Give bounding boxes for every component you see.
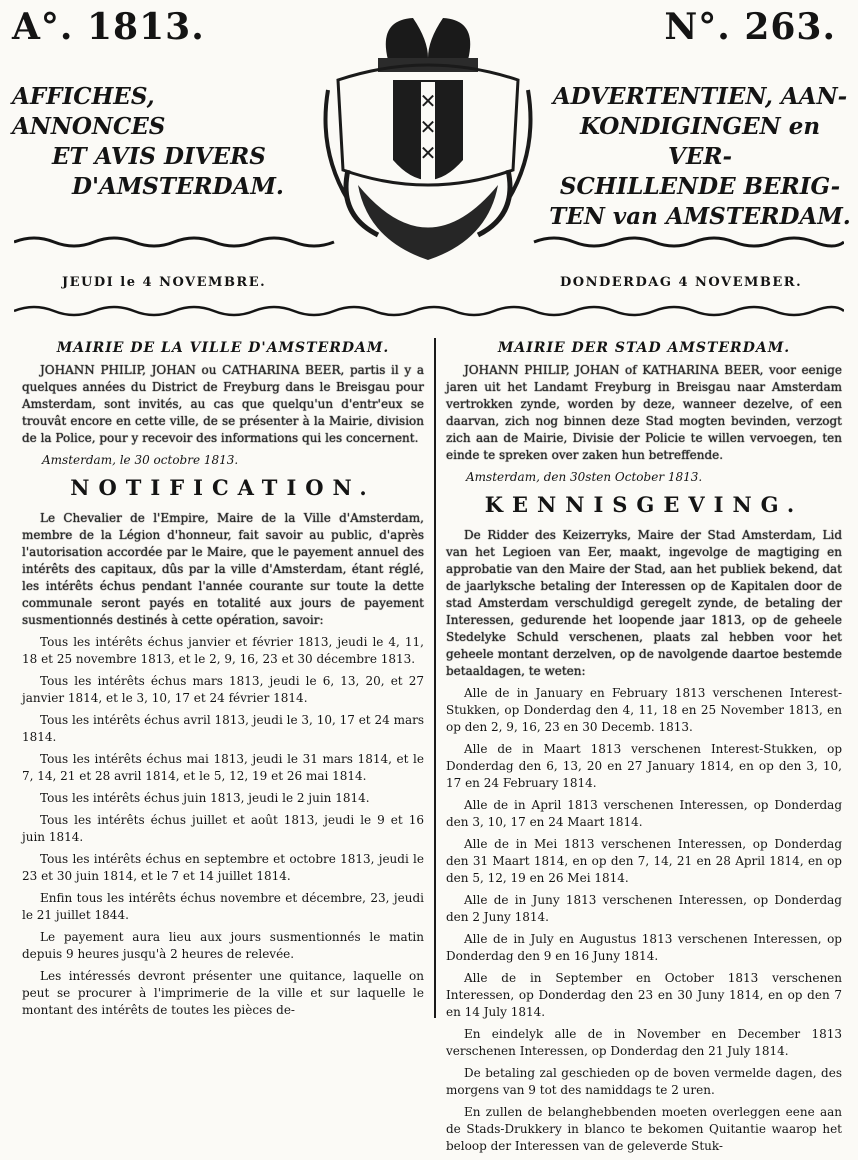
- kennisgeving-heading: KENNISGEVING.: [484, 492, 804, 517]
- title-nl-line-3: SCHILLENDE BERIG-: [559, 173, 841, 200]
- date-french: JEUDI le 4 NOVEMBRE.: [62, 275, 267, 290]
- item-nl: Alle de in July en Augustus 1813 verschenen Interessen, op Donderdag den 9 en 16 Juny 1814.: [446, 932, 842, 963]
- item-fr: Tous les intérêts échus mai 1813, jeudi le 31 mars 1814, et le 7, 14, 21 et 28 avril 1814, et le 5, 12, 19 et 26 mai 1814.: [22, 752, 424, 783]
- dateline-nl: Amsterdam, den 30sten October 1813.: [466, 470, 703, 484]
- ornament-rule-top: [14, 234, 844, 250]
- item-fr: Tous les intérêts échus avril 1813, jeudi le 3, 10, 17 et 24 mars 1814.: [22, 713, 424, 744]
- title-nl-line-1: ADVERTENTIEN, AAN-: [552, 83, 848, 110]
- item-nl: Alle de in Maart 1813 verschenen Interest-Stukken, op Donderdag den 6, 13, 20 en 27 January 1814, en op den 3, 10, 17 en 24 February 1814.: [446, 742, 842, 790]
- item-fr: Les intéressés devront présenter une quitance, laquelle on peut se procurer à l'imprimerie de la ville et sur laquelle le montant des intérêts de toutes les pièces de-: [22, 969, 424, 1017]
- coat-of-arms-icon: [318, 10, 538, 270]
- title-nl-line-4: TEN van AMSTERDAM.: [549, 203, 851, 230]
- title-fr-line-1: AFFICHES, ANNONCES: [12, 83, 166, 140]
- svg-text:✕: ✕: [419, 141, 437, 165]
- notification-heading: NOTIFICATION.: [70, 475, 376, 500]
- dateline-fr: Amsterdam, le 30 octobre 1813.: [42, 453, 239, 467]
- column-french: [22, 340, 424, 1024]
- item-fr: Tous les intérêts échus juillet et août 1813, jeudi le 9 et 16 juin 1814.: [22, 813, 424, 844]
- item-nl: En eindelyk alle de in November en December 1813 verschenen Interessen, op Donderdag den 21 July 1814.: [446, 1027, 842, 1058]
- item-nl: De betaling zal geschieden op de boven vermelde dagen, des morgens van 9 tot des namiddags te 2 uren.: [446, 1066, 842, 1097]
- item-nl: Alle de in September en October 1813 verschenen Interessen, op Donderdag den 23 en 30 Juny 1814, en op den 7 en 14 July 1814.: [446, 971, 842, 1019]
- item-nl: Alle de in January en February 1813 verschenen Interest-Stukken, op Donderdag den 4, 11, 18 en 25 November 1813, en op den 2, 9, 16, 23 en 30 Decemb. 1813.: [446, 686, 842, 734]
- item-fr: Tous les intérêts échus juin 1813, jeudi le 2 juin 1814.: [40, 791, 370, 805]
- item-fr: Tous les intérêts échus janvier et février 1813, jeudi le 4, 11, 18 et 25 novembre 1813, et le 2, 9, 16, 23 et 30 décembre 1813.: [22, 635, 424, 666]
- column-dutch: [446, 340, 842, 1160]
- title-dutch: [546, 82, 854, 232]
- item-fr: Tous les intérêts échus en septembre et octobre 1813, jeudi le 23 et 30 juin 1814, et le 7 et 14 juillet 1814.: [22, 852, 424, 883]
- ornament-rule-bottom: [14, 303, 844, 319]
- item-nl: En zullen de belanghebbenden moeten overleggen eene aan de Stads-Drukkery in blanco te bekomen Quitantie waarop het beloop der Interessen van de geleverde Stuk-: [446, 1105, 842, 1153]
- item-fr: Enfin tous les intérêts échus novembre et décembre, 23, jeudi le 21 juillet 1844.: [22, 891, 424, 922]
- intro-fr: JOHANN PHILIP, JOHAN ou CATHARINA BEER, partis il y a quelques années du District de Freyburg dans le Breisgau pour Amsterdam, sont invités, au cas que quelqu'un d'entr'eux se trouvât encore en cette ville, de se présenter à la Mairie, division de la Police, pour y recevoir des informations qui les concernent.: [22, 363, 424, 445]
- notice-fr: Le Chevalier de l'Empire, Maire de la Ville d'Amsterdam, membre de la Légion d'honneur, fait savoir au public, d'après l'autorisation accordée par le Maire, que le payement annuel des intérêts des capitaux, dûs par la ville d'Amsterdam, étant réglé, les intérêts échus pendant l'année courante sur toute la dette communale seront payés en totalité aux jours de payement susmentionnés destinés à cette opération, savoir:: [22, 511, 424, 627]
- title-nl-line-2: KONDIGINGEN en VER-: [579, 113, 821, 170]
- item-nl: Alle de in Mei 1813 verschenen Interessen, op Donderdag den 31 Maart 1814, en op den 7, 14, 21 en 28 April 1814, en op den 5, 12, 19 en 26 Mei 1814.: [446, 837, 842, 885]
- item-fr: Tous les intérêts échus mars 1813, jeudi le 6, 13, 20, et 27 janvier 1814, et le 3, 10, 17 et 24 février 1814.: [22, 674, 424, 705]
- title-fr-line-3: D'AMSTERDAM.: [72, 173, 284, 200]
- column-divider: [434, 338, 436, 1018]
- intro-nl: JOHANN PHILIP, JOHAN of KATHARINA BEER, voor eenige jaren uit het Landamt Freyburg in Breisgau naar Amsterdam vertrokken zynde, worden by deze, wanneer dezelve, of een daarvan, zich nog binnen deze Stad mogten bevinden, verzogt zich aan de Mairie, Divisie der Policie te willen vervoegen, ten einde te spreken over zaken hun betreffende.: [446, 363, 842, 462]
- item-nl: Alle de in April 1813 verschenen Interessen, op Donderdag den 3, 10, 17 en 24 Maart 1814.: [446, 798, 842, 829]
- svg-text:✕: ✕: [419, 115, 437, 139]
- svg-text:✕: ✕: [419, 89, 437, 113]
- issue-number: N°. 263.: [664, 6, 836, 48]
- title-french: [12, 82, 312, 202]
- mairie-heading-nl: MAIRIE DER STAD AMSTERDAM.: [497, 340, 791, 356]
- date-dutch: DONDERDAG 4 NOVEMBER.: [560, 275, 803, 290]
- title-fr-line-2: ET AVIS DIVERS: [52, 143, 266, 170]
- mairie-heading-fr: MAIRIE DE LA VILLE D'AMSTERDAM.: [56, 340, 390, 356]
- notice-nl: De Ridder des Keizerryks, Maire der Stad Amsterdam, Lid van het Legioen van Eer, maakt, ingevolge de magtiging en approbatie van den Maire der Stad, aan het publiek bekend, dat de jaarlyksche betaling der Interessen op de Kapitalen door de stad Amsterdam verschuldigd geregelt zynde, de betaling der Interessen, gedurende het loopende jaar 1813, op de geheele Stedelyke Schuld verschenen, plaats zal hebben voor het geheele montant derzelven, op de navolgende daartoe bestemde betaaldagen, te weten:: [446, 528, 842, 678]
- item-fr: Le payement aura lieu aux jours susmentionnés le matin depuis 9 heures jusqu'à 2 heures de relevée.: [22, 930, 424, 961]
- item-nl: Alle de in Juny 1813 verschenen Interessen, op Donderdag den 2 Juny 1814.: [446, 893, 842, 924]
- issue-year: A°. 1813.: [12, 6, 205, 48]
